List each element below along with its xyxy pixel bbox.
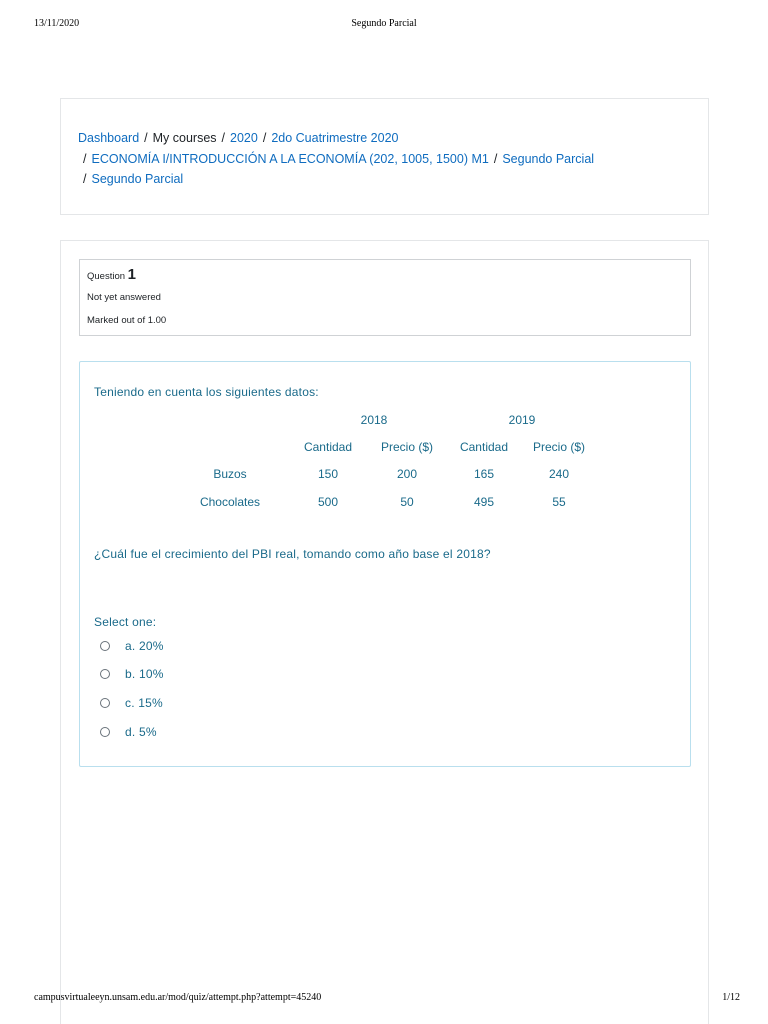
breadcrumb-separator: /: [493, 151, 498, 166]
question-prefix: Question: [87, 271, 126, 282]
question-state: Not yet answered: [87, 292, 161, 303]
year-2019: 2019: [508, 413, 536, 427]
header-precio-2018: Precio ($): [380, 440, 433, 454]
header-cantidad-2018: Cantidad: [303, 440, 353, 454]
question-intro: Teniendo en cuenta los siguientes datos:: [94, 385, 319, 399]
breadcrumb-separator: /: [144, 131, 148, 145]
breadcrumb-separator: /: [83, 151, 87, 166]
question-text: ¿Cuál fue el crecimiento del PBI real, tomando como año base el 2018?: [94, 547, 491, 561]
breadcrumb-dashboard[interactable]: Dashboard: [78, 131, 140, 145]
option-a[interactable]: [100, 637, 164, 655]
table-cell: 165: [473, 467, 495, 481]
table-cell: 495: [473, 495, 495, 509]
breadcrumb-separator: /: [83, 172, 87, 186]
select-one-label: Select one:: [94, 615, 157, 629]
question-grade: Marked out of 1.00: [87, 315, 167, 326]
radio-button[interactable]: [100, 641, 110, 651]
breadcrumb-separator: /: [221, 131, 226, 145]
breadcrumb-quiz[interactable]: Segundo Parcial: [91, 172, 184, 186]
table-cell: 200: [396, 467, 418, 481]
breadcrumb-course[interactable]: ECONOMÍA I/INTRODUCCIÓN A LA ECONOMÍA (202, 1005, 1500) M1: [91, 151, 489, 166]
row-label-chocolates: Chocolates: [199, 495, 261, 509]
option-label: a. 20%: [125, 639, 164, 653]
breadcrumb-section[interactable]: Segundo Parcial: [502, 151, 595, 166]
question-number-value: 1: [127, 266, 137, 283]
table-cell: 55: [552, 495, 566, 509]
print-header: [0, 18, 768, 32]
print-title: Segundo Parcial: [351, 18, 417, 29]
print-page-count: 1/12: [722, 992, 740, 1003]
breadcrumb-cuatrimestre[interactable]: 2do Cuatrimestre 2020: [271, 131, 399, 145]
option-label: c. 15%: [125, 696, 163, 710]
breadcrumb-2020[interactable]: 2020: [230, 131, 258, 145]
question-card: [60, 240, 709, 1024]
header-cantidad-2019: Cantidad: [459, 440, 509, 454]
breadcrumb: [78, 128, 678, 190]
table-cell: 240: [548, 467, 570, 481]
option-c[interactable]: [100, 694, 163, 712]
data-table: [80, 408, 692, 518]
radio-button[interactable]: [100, 669, 110, 679]
print-footer: [0, 992, 768, 1006]
header-precio-2019: Precio ($): [532, 440, 585, 454]
row-label-buzos: Buzos: [213, 467, 247, 481]
question-info: [79, 259, 691, 336]
breadcrumb-my-courses: My courses: [152, 131, 217, 145]
print-date: 13/11/2020: [34, 18, 80, 29]
table-cell: 50: [400, 495, 414, 509]
radio-button[interactable]: [100, 727, 110, 737]
year-2018: 2018: [360, 413, 388, 427]
breadcrumb-card: [60, 98, 709, 215]
option-b[interactable]: [100, 665, 164, 683]
breadcrumb-separator: /: [262, 131, 267, 145]
radio-button[interactable]: [100, 698, 110, 708]
question-number: [87, 268, 683, 284]
table-cell: 150: [317, 467, 339, 481]
option-label: d. 5%: [125, 725, 157, 739]
question-content: [79, 361, 691, 767]
option-label: b. 10%: [125, 667, 164, 681]
option-d[interactable]: [100, 723, 157, 741]
print-url: campusvirtualeeyn.unsam.edu.ar/mod/quiz/attempt.php?attempt=45240: [34, 992, 322, 1003]
table-cell: 500: [317, 495, 339, 509]
